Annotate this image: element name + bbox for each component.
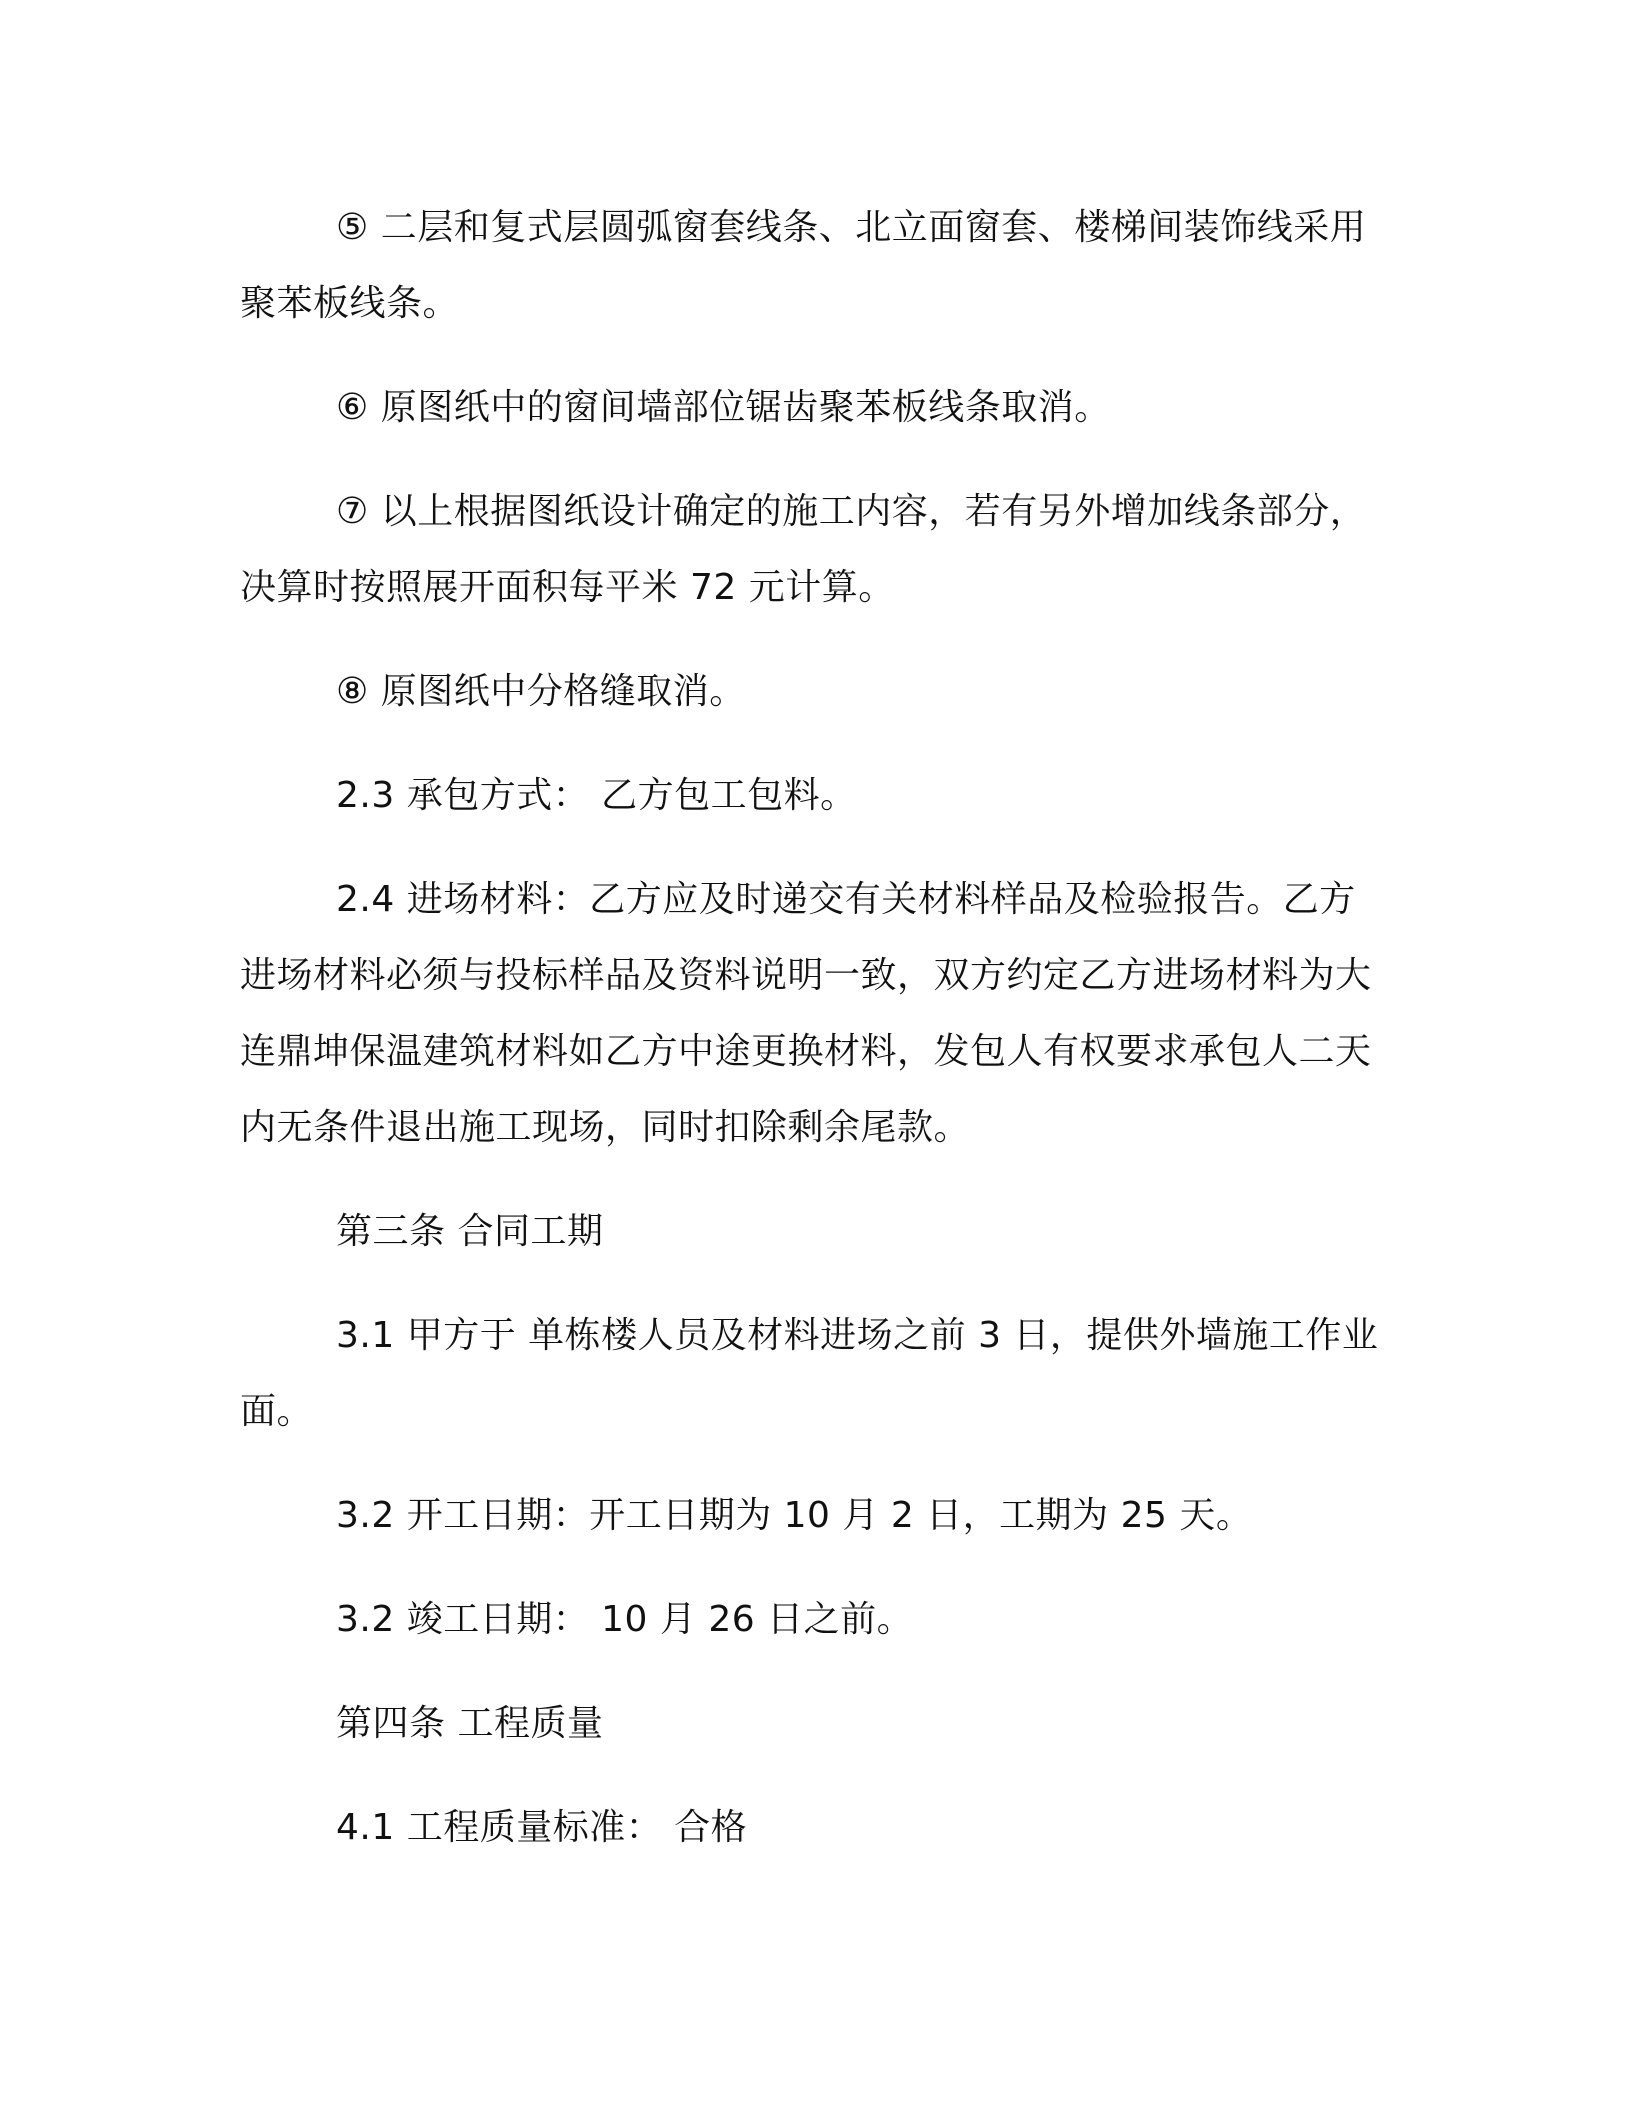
document-body: [240, 190, 1390, 1894]
paragraph-item-6: ⑥ 原图纸中的窗间墙部位锯齿聚苯板线条取消。: [336, 387, 1111, 428]
paragraph-4-1: 4.1 工程质量标准： 合格: [336, 1807, 748, 1848]
paragraph-3-2-end: 3.2 竣工日期： 10 月 26 日之前。: [336, 1599, 914, 1640]
paragraph-3-2-start: 3.2 开工日期：开工日期为 10 月 2 日，工期为 25 天。: [336, 1495, 1253, 1536]
paragraph-item-7: ⑦ 以上根据图纸设计确定的施工内容，若有另外增加线条部分，决算时按照展开面积每平米 72 元计算。: [240, 491, 1367, 608]
paragraph-3-1: 3.1 甲方于 单栋楼人员及材料进场之前 3 日，提供外墙施工作业面。: [240, 1315, 1379, 1432]
paragraph-2-3: 2.3 承包方式： 乙方包工包料。: [336, 775, 857, 816]
paragraph-item-8: ⑧ 原图纸中分格缝取消。: [336, 671, 746, 712]
paragraph-2-4: 2.4 进场材料：乙方应及时递交有关材料样品及检验报告。乙方进场材料必须与投标样品及资料说明一致，双方约定乙方进场材料为大连鼎坤保温建筑材料如乙方中途更换材料，发包人有权要求承包人二天内无条件退出施工现场，同时扣除剩余尾款。: [240, 879, 1372, 1148]
section-heading-4: 第四条 工程质量: [336, 1703, 604, 1744]
section-heading-3: 第三条 合同工期: [336, 1211, 604, 1252]
paragraph-item-5: ⑤ 二层和复式层圆弧窗套线条、北立面窗套、楼梯间装饰线采用聚苯板线条。: [240, 207, 1367, 324]
